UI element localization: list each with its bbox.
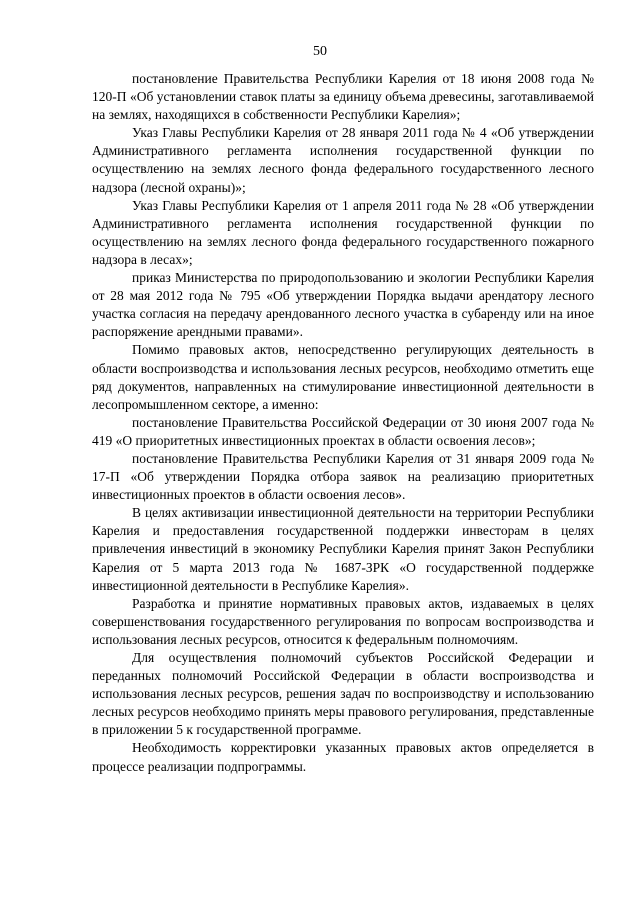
document-body: [92, 70, 594, 776]
paragraph-regulation-measures: Для осуществления полномочий субъектов Российской Федерации и переданных полномочий Российской Федерации в области воспроизводства и использования лесных ресурсов, решения задач по воспроизводству и использованию лесных ресурсов необходимо принять меры правового регулирования, представленные в приложении 5 к государственной программе.: [92, 650, 594, 738]
paragraph-other-documents: Помимо правовых актов, непосредственно регулирующих деятельность в области воспроизводства и использования лесных ресурсов, необходимо отметить еще ряд документов, направленных на стимулирование инвестиционной деятельности в лесопромышленном секторе, а именно:: [92, 342, 594, 412]
paragraph-resolution-419: постановление Правительства Российской Федерации от 30 июня 2007 года № 419 «О приоритетных инвестиционных проектах в области освоения лесов»;: [92, 414, 594, 448]
paragraph-federal-powers: Разработка и принятие нормативных правовых актов, издаваемых в целях совершенствования государственного регулирования по вопросам воспроизводства и использования лесных ресурсов, относится к федеральным полномочиям.: [92, 595, 594, 647]
paragraph-order-795: приказ Министерства по природопользованию и экологии Республики Карелия от 28 мая 2012 года № 795 «Об утверждении Порядка выдачи арендатору лесного участка согласия на передачу арендованного лесного участка в субаренду или на иное распоряжение арендными правами».: [92, 270, 594, 340]
page-number: 50: [313, 44, 327, 59]
paragraph-decree-4: Указ Главы Республики Карелия от 28 января 2011 года № 4 «Об утверждении Административного регламента исполнения государственной функции по осуществлению на землях лесного фонда федерального государственного лесного надзора (лесной охраны)»;: [92, 125, 594, 195]
paragraph-resolution-120p: постановление Правительства Республики Карелия от 18 июня 2008 года № 120-П «Об установлении ставок платы за единицу объема древесины, заготавливаемой на землях, находящихся в собственности Республики Карелия»;: [92, 71, 594, 123]
paragraph-correction-necessity: Необходимость корректировки указанных правовых актов определяется в процессе реализации подпрограммы.: [92, 740, 594, 774]
paragraph-law-1687: В целях активизации инвестиционной деятельности на территории Республики Карелия и предоставления государственной поддержки инвесторам в целях привлечения инвестиций в экономику Республики Карелия принят Закон Республики Карелия от 5 марта 2013 года № 1687-ЗРК «О государственной поддержке инвестиционной деятельности в Республике Карелия».: [92, 505, 594, 593]
paragraph-resolution-17p: постановление Правительства Республики Карелия от 31 января 2009 года № 17-П «Об утверждении Порядка отбора заявок на реализацию приоритетных инвестиционных проектов в области освоения лесов».: [92, 450, 594, 503]
paragraph-decree-28: Указ Главы Республики Карелия от 1 апреля 2011 года № 28 «Об утверждении Административного регламента исполнения государственной функции по осуществлению на землях лесного фонда федерального государственного пожарного надзора в лесах»;: [92, 197, 594, 267]
